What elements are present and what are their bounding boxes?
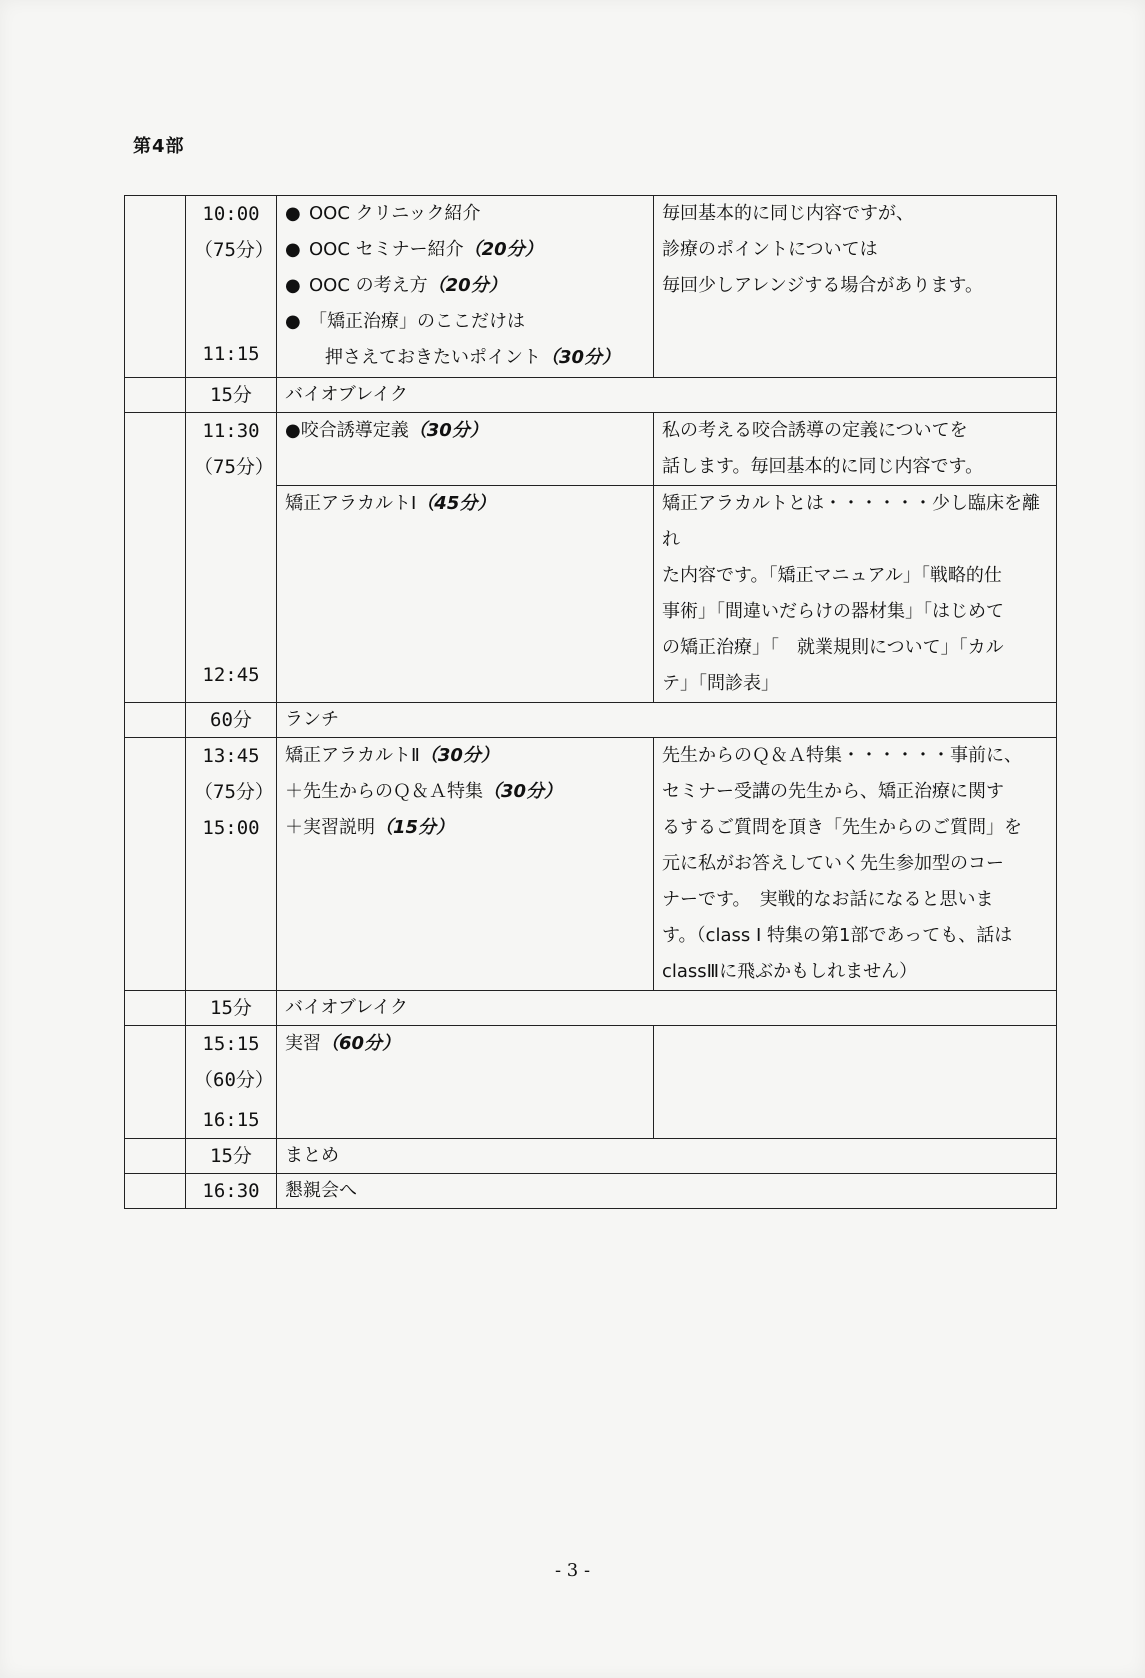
- note-line: 話します。毎回基本的に同じ内容です。: [662, 456, 984, 477]
- note-line: 先生からのＱ＆Ａ特集・・・・・・事前に、: [662, 745, 1022, 766]
- start-time: 15:15: [202, 1033, 260, 1055]
- time-cell: [186, 1026, 277, 1139]
- break-label: 懇親会へ: [277, 1174, 1057, 1209]
- blank-cell: [125, 413, 186, 703]
- content-cell: 実習（60分）: [277, 1026, 654, 1139]
- bullet-icon: ●: [285, 239, 301, 260]
- blank-cell: [125, 703, 186, 738]
- break-time: 15分: [186, 378, 277, 413]
- note-line: テ」「問診表」: [662, 673, 779, 694]
- note-cell: [654, 486, 1057, 703]
- session-duration: （60分）: [194, 1069, 274, 1091]
- break-time: 60分: [186, 703, 277, 738]
- table-row: [125, 378, 1057, 413]
- blank-cell: [125, 991, 186, 1026]
- table-row: [125, 738, 1057, 991]
- list-item-continuation: 押さえておきたいポイント（30分）: [325, 347, 621, 368]
- break-time: 15分: [186, 1139, 277, 1174]
- break-time: 15分: [186, 991, 277, 1026]
- end-time: 12:45: [202, 664, 260, 686]
- note-cell: [654, 413, 1057, 486]
- note-line: 毎回少しアレンジする場合があります。: [662, 275, 983, 296]
- table-row: [125, 413, 1057, 486]
- time-cell: [186, 196, 277, 378]
- session-duration: （75分）: [194, 239, 274, 261]
- table-row: [125, 1174, 1057, 1209]
- note-line: セミナー受講の先生から、矯正治療に関す: [662, 781, 1004, 802]
- note-line: 事術」「間違いだらけの器材集」「はじめて: [662, 601, 1004, 622]
- agenda-item: ●咬合誘導定義: [285, 420, 409, 441]
- session-duration: （75分）: [194, 781, 274, 803]
- agenda-item: 矯正アラカルトⅠ: [285, 493, 417, 514]
- content-cell: [277, 196, 654, 378]
- start-time: 10:00: [202, 203, 260, 225]
- blank-cell: [125, 196, 186, 378]
- list-item: ● 「矯正治療」のここだけは: [285, 304, 645, 340]
- note-cell: [654, 196, 1057, 378]
- break-label: まとめ: [277, 1139, 1057, 1174]
- break-time: 16:30: [186, 1174, 277, 1209]
- blank-cell: [125, 738, 186, 991]
- list-item: ● OOC セミナー紹介 （20分）: [285, 232, 645, 268]
- agenda-item: ＋先生からのＱ＆Ａ特集（30分）: [285, 781, 563, 802]
- note-line: ナーです。 実戦的なお話になると思いま: [662, 889, 994, 910]
- content-cell: [277, 738, 654, 991]
- note-line: 診療のポイントについては: [662, 239, 878, 260]
- note-line: す。（class Ⅰ 特集の第1部であっても、話は: [662, 925, 1013, 946]
- note-line: た内容です。「矯正マニュアル」「戦略的仕: [662, 565, 1002, 586]
- end-time: 16:15: [202, 1109, 260, 1131]
- start-time: 13:45: [202, 745, 260, 767]
- table-row: [125, 1026, 1057, 1139]
- end-time: 15:00: [202, 817, 260, 839]
- note-cell: [654, 738, 1057, 991]
- section-title: 第4部: [133, 136, 185, 157]
- note-line: classⅢに飛ぶかもしれません）: [662, 961, 918, 982]
- note-line: 私の考える咬合誘導の定義についてを: [662, 420, 968, 441]
- note-line: 元に私がお答えしていく先生参加型のコー: [662, 853, 1004, 874]
- agenda-item: ＋実習説明（15分）: [285, 817, 455, 838]
- list-item: ● OOC クリニック紹介: [285, 196, 645, 232]
- bullet-icon: ●: [285, 311, 301, 332]
- table-row: [125, 1139, 1057, 1174]
- time-cell: [186, 738, 277, 991]
- blank-cell: [125, 1026, 186, 1139]
- end-time: 11:15: [202, 343, 260, 365]
- note-line: 毎回基本的に同じ内容ですが、: [662, 203, 914, 224]
- bullet-icon: ●: [285, 275, 301, 296]
- page-number: - 3 -: [554, 1560, 591, 1581]
- agenda-item: 矯正アラカルトⅡ（30分）: [285, 745, 499, 766]
- table-row: [125, 991, 1057, 1026]
- note-line: るするご質問を頂き「先生からのご質問」を: [662, 817, 1022, 838]
- table-row: [125, 196, 1057, 378]
- start-time: 11:30: [202, 420, 260, 442]
- note-line: 矯正アラカルトとは・・・・・・少し臨床を離れ: [662, 493, 1040, 550]
- bullet-icon: ●: [285, 203, 301, 224]
- schedule-table: [124, 195, 1057, 1209]
- content-cell: 矯正アラカルトⅠ（45分）: [277, 486, 654, 703]
- table-row: [125, 703, 1057, 738]
- break-label: ランチ: [277, 703, 1057, 738]
- blank-cell: [125, 1139, 186, 1174]
- content-cell: ●咬合誘導定義（30分）: [277, 413, 654, 486]
- session-duration: （75分）: [194, 456, 274, 478]
- agenda-item: 実習: [285, 1033, 321, 1054]
- break-label: バイオブレイク: [277, 378, 1057, 413]
- time-cell: [186, 413, 277, 703]
- note-cell: [654, 1026, 1057, 1139]
- blank-cell: [125, 378, 186, 413]
- list-item: ● OOC の考え方 （20分）: [285, 268, 645, 304]
- note-line: の矯正治療」「 就業規則について」「カル: [662, 637, 1004, 658]
- blank-cell: [125, 1174, 186, 1209]
- break-label: バイオブレイク: [277, 991, 1057, 1026]
